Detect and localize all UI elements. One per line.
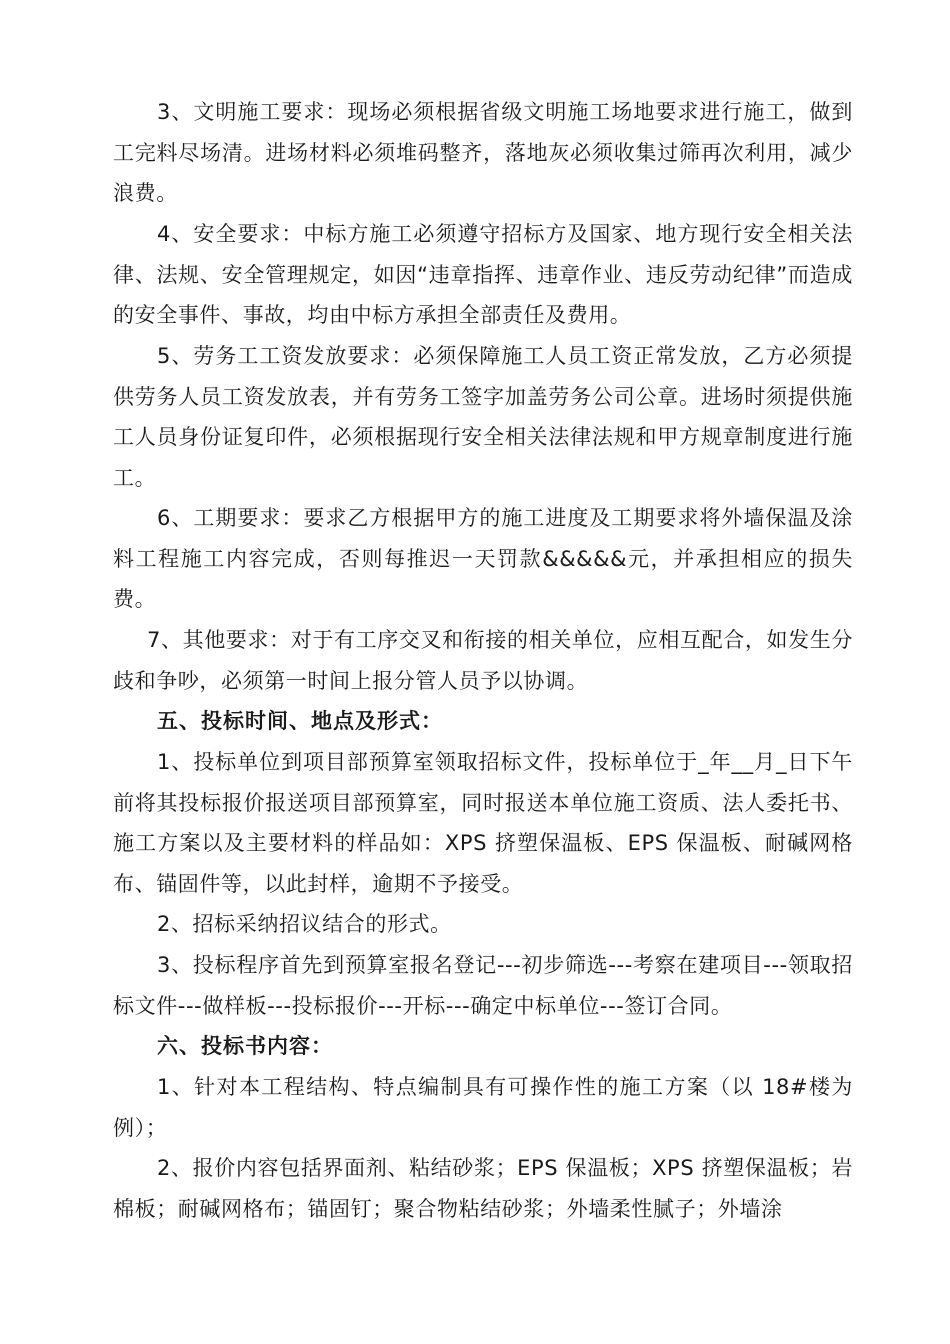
paragraph-civilized-construction: 3、文明施工要求：现场必须根据省级文明施工场地要求进行施工，做到工完料尽场清。进场材料必须堆码整齐，落地灰必须收集过筛再次利用，减少浪费。 <box>113 100 853 205</box>
section-heading-5: 五、投标时间、地点及形式： <box>157 709 443 733</box>
section-heading-6: 六、投标书内容： <box>157 1034 333 1058</box>
paragraph-bid-submission: 1、投标单位到项目部预算室领取招标文件，投标单位于_年__月_日下午 前将其投标报价报送项目部预算室，同时报送本单位施工资质、法人委托书、施工方案以及主要材料的样品如：XPS 挤塑保温板、EPS 保温板、耐碱网格布、锚固件等，以此封样，逾期不予接受。 <box>113 750 875 896</box>
paragraph-bid-format: 2、招标采纳招议结合的形式。 <box>157 912 452 936</box>
paragraph-schedule-requirements: 6、工期要求：要求乙方根据甲方的施工进度及工期要求将外墙保温及涂料工程施工内容完成，否则每推迟一天罚款&&&&&元，并承担相应的损失费。 <box>113 506 853 611</box>
paragraph-construction-plan: 1、针对本工程结构、特点编制具有可操作性的施工方案（以 18#楼为例）； <box>113 1075 853 1140</box>
paragraph-wage-payment: 5、劳务工工资发放要求：必须保障施工人员工资正常发放，乙方必须提供劳务人员工资发放表，并有劳务工签字加盖劳务公司公章。进场时须提供施工人员身份证复印件，必须根据现行安全相关法律法规和甲方规章制度进行施工。 <box>113 344 853 490</box>
paragraph-bid-procedure: 3、投标程序首先到预算室报名登记---初步筛选---考察在建项目---领取招标文件---做样板---投标报价---开标---确定中标单位---签订合同。 <box>113 953 853 1018</box>
paragraph-safety-requirements: 4、安全要求：中标方施工必须遵守招标方及国家、地方现行安全相关法律、法规、安全管理规定，如因“违章指挥、违章作业、违反劳动纪律”而造成的安全事件、事故，均由中标方承担全部责任及费用。 <box>113 222 853 327</box>
paragraph-quotation-content: 2、报价内容包括界面剂、粘结砂浆；EPS 保温板；XPS 挤塑保温板；岩棉板；耐碱网格布；锚固钉；聚合物粘结砂浆；外墙柔性腻子；外墙涂 <box>113 1156 853 1221</box>
paragraph-other-requirements: 7、其他要求：对于有工序交叉和衔接的相关单位，应相互配合，如发生分歧和争吵，必须第一时间上报分管人员予以协调。 <box>113 628 853 693</box>
